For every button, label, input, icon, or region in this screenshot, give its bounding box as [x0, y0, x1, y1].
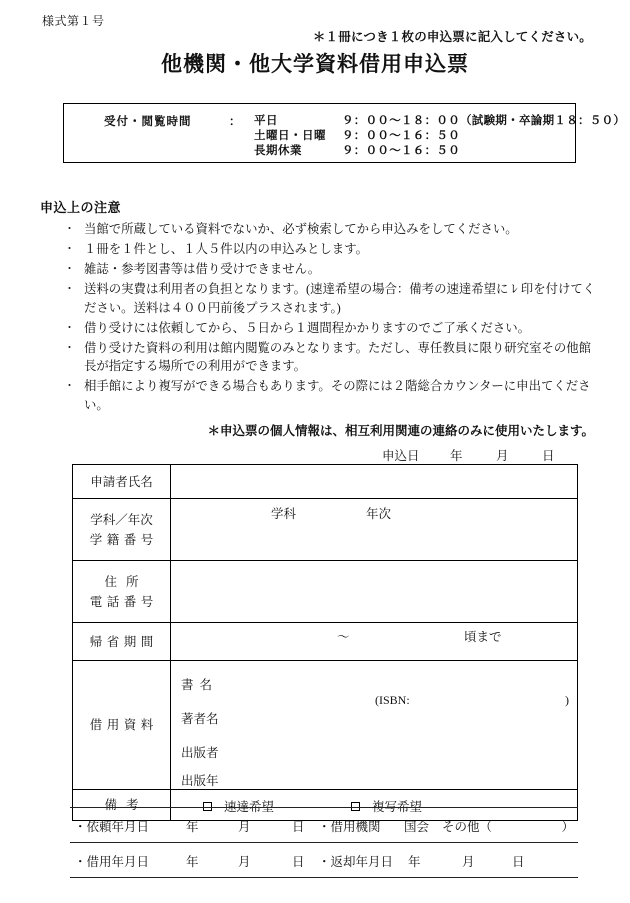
return-date-label: ・返却年月日	[318, 855, 394, 869]
request-date-year: 年	[186, 820, 199, 834]
isbn-close-paren: )	[565, 693, 569, 707]
list-item	[58, 240, 603, 259]
application-form-table	[72, 464, 578, 821]
department-year-field[interactable]	[171, 499, 578, 561]
bullet-icon: ・	[64, 263, 75, 275]
list-item	[58, 280, 603, 317]
opening-hours-box	[63, 103, 626, 163]
isbn-label: (ISBN:	[375, 693, 410, 707]
period-until-label: 頃まで	[464, 630, 502, 644]
material-publisher-label: 出版者	[181, 746, 219, 760]
opening-hours-colon: ：	[229, 114, 241, 128]
application-date-label: 申込日	[382, 449, 420, 463]
application-date-line	[382, 446, 578, 464]
office-use-block	[70, 807, 578, 878]
note-text: 借り受けた資料の利用は館内閲覧のみとなります。ただし、専任教員に限り研究室その他館長が指定する場所での利用ができます。	[84, 340, 592, 373]
photocopy-label: 複写希望	[372, 800, 423, 814]
express-delivery-label: 速達希望	[224, 800, 275, 814]
address-phone-label	[73, 561, 171, 623]
table-row	[73, 661, 578, 790]
note-text: 当館で所蔵している資料でないか、必ず検索してから申込みをしてください。	[84, 222, 518, 236]
form-number: 様式第１号	[42, 14, 105, 28]
bullet-icon: ・	[64, 223, 75, 235]
table-row	[73, 465, 578, 499]
opening-hours-row	[254, 143, 625, 158]
institution-option-ndl[interactable]: 国会	[404, 820, 430, 834]
opening-hours-rows	[254, 113, 625, 158]
table-row	[73, 499, 578, 561]
note-text: 相手館により複写ができる場合もあります。その際には２階総合カウンターに申出てください。	[84, 379, 591, 412]
return-date-year: 年	[408, 855, 421, 869]
note-text: 借り受けには依頼してから、５日から１週間程かかりますのでご了承ください。	[84, 320, 531, 335]
application-date-day: 日	[542, 449, 555, 463]
request-date-day: 日	[292, 820, 305, 834]
application-date-month: 月	[496, 449, 509, 463]
phone-label-line2: 電話番号	[89, 594, 158, 609]
borrow-date-year: 年	[186, 855, 199, 869]
department-label-line2: 学籍番号	[89, 532, 158, 547]
table-row	[73, 623, 578, 661]
return-date-day: 日	[512, 855, 525, 869]
office-use-row-request	[70, 808, 578, 842]
application-date-year: 年	[450, 449, 463, 463]
opening-hours-row	[254, 128, 625, 143]
table-row	[73, 561, 578, 623]
note-text: １冊を１件とし、１人５件以内の申込みとします。	[84, 242, 368, 256]
hours-day-label: 平日	[254, 113, 278, 127]
borrowed-material-label	[73, 661, 171, 790]
list-item	[58, 319, 603, 338]
borrowed-material-label-text: 借用資料	[89, 718, 158, 732]
office-use-row-borrow-return	[70, 843, 578, 877]
note-text: 送料の実費は利用者の負担となります。(速達希望の場合：備考の速達希望に ﾚ 印を付けてください。送料は４００円前後プラスされます。)	[84, 282, 596, 315]
privacy-notice: ＊申込票の個人情報は、相互利用関連の連絡のみに使用いたします。	[207, 423, 594, 438]
applicant-name-label: 申請者氏名	[73, 465, 171, 499]
address-phone-field[interactable]	[171, 561, 578, 623]
opening-hours-label: 受付・閲覧時間	[104, 114, 192, 128]
material-year-label: 出版年	[181, 774, 219, 788]
period-range-separator: 〜	[337, 630, 350, 644]
notes-heading: 申込上の注意	[40, 201, 122, 216]
homecoming-period-label-text: 帰省期間	[89, 634, 158, 649]
year-subfield-label: 年次	[366, 507, 392, 521]
notes-list	[58, 220, 603, 416]
institution-option-other-close: ）	[561, 820, 574, 834]
opening-hours-row	[254, 113, 625, 128]
remarks-label-text: 備考	[104, 798, 148, 812]
lending-institution-label: ・借用機関	[318, 820, 381, 834]
address-label-line1: 住所	[104, 574, 148, 589]
return-date-month: 月	[462, 855, 475, 869]
department-subfield-label: 学科	[271, 507, 297, 521]
request-date-month: 月	[238, 820, 251, 834]
borrow-date-label: ・借用年月日	[74, 855, 150, 869]
homecoming-period-field[interactable]	[171, 623, 578, 661]
bullet-icon: ・	[64, 321, 75, 334]
hours-time-value: ９：００〜１６：５０	[342, 143, 460, 157]
bullet-icon: ・	[64, 380, 75, 392]
note-text: 雑誌・参考図書等は借り受けできません。	[84, 262, 321, 276]
borrowed-material-fields[interactable]	[171, 661, 578, 790]
bullet-icon: ・	[64, 243, 75, 255]
hours-time-value: ９：００〜１６：５０	[342, 128, 460, 142]
request-date-label: ・依頼年月日	[74, 820, 150, 834]
hours-day-label: 長期休業	[254, 143, 302, 157]
material-author-label: 著者名	[181, 712, 219, 726]
borrow-date-month: 月	[238, 855, 251, 869]
bullet-icon: ・	[64, 341, 75, 354]
list-item	[58, 220, 603, 239]
institution-option-other[interactable]: その他（	[442, 820, 493, 834]
bullet-icon: ・	[64, 283, 75, 295]
list-item	[58, 339, 603, 376]
list-item	[58, 377, 603, 414]
homecoming-period-label	[73, 623, 171, 661]
material-title-label: 書名	[181, 678, 219, 692]
divider	[70, 877, 578, 878]
top-notice: ＊１冊につき１枚の申込票に記入してください。	[312, 29, 592, 44]
hours-day-label: 土曜日・日曜	[254, 128, 326, 142]
list-item	[58, 260, 603, 279]
applicant-name-field[interactable]	[171, 465, 578, 499]
department-year-label	[73, 499, 171, 561]
page-title: 他機関・他大学資料借用申込票	[161, 51, 469, 76]
borrow-date-day: 日	[292, 855, 305, 869]
department-label-line1: 学科／年次	[90, 512, 153, 527]
hours-time-value: ９：００〜１８：００（試験期・卒論期１８：５０）	[342, 113, 626, 127]
